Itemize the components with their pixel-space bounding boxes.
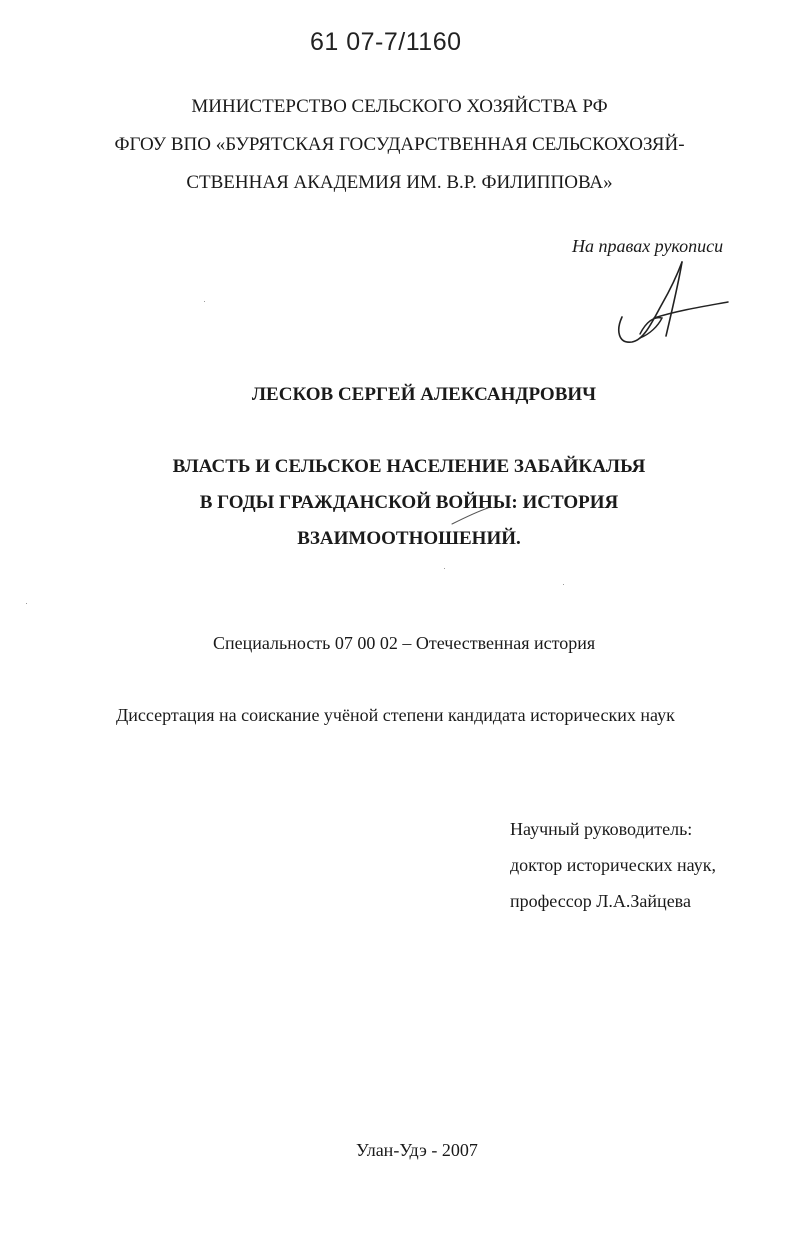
supervisor-label: Научный руководитель: — [510, 819, 693, 839]
institution-line-2: СТВЕННАЯ АКАДЕМИЯ ИМ. В.Р. ФИЛИППОВА» — [186, 172, 613, 193]
signature-icon — [610, 252, 740, 352]
ministry-name: МИНИСТЕРСТВО СЕЛЬСКОГО ХОЗЯЙСТВА РФ — [191, 96, 608, 117]
header-block — [0, 88, 799, 202]
dissertation-statement: Диссертация на соискание учёной степени кандидата исторических наук — [116, 705, 675, 725]
manuscript-rights-note: На правах рукописи — [572, 236, 724, 256]
title-line-2: В ГОДЫ ГРАЖДАНСКОЙ ВОЙНЫ: ИСТОРИЯ — [199, 492, 619, 513]
catalog-number: 61 07-7/1160 — [310, 28, 462, 56]
supervisor-name: профессор Л.А.Зайцева — [510, 891, 691, 911]
institution-line-1: ФГОУ ВПО «БУРЯТСКАЯ ГОСУДАРСТВЕННАЯ СЕЛЬСКОХОЗЯЙ- — [114, 134, 685, 155]
pen-stroke-mark — [450, 506, 490, 526]
dissertation-title — [0, 449, 799, 557]
title-line-1: ВЛАСТЬ И СЕЛЬСКОЕ НАСЕЛЕНИЕ ЗАБАЙКАЛЬЯ — [172, 456, 646, 477]
scan-speck — [204, 301, 205, 302]
author-name: ЛЕСКОВ СЕРГЕЙ АЛЕКСАНДРОВИЧ — [251, 384, 597, 405]
scan-speck — [563, 584, 564, 585]
supervisor-degree: доктор исторических наук, — [510, 855, 716, 875]
specialty-line: Специальность 07 00 02 – Отечественная история — [213, 633, 596, 653]
place-and-year: Улан-Удэ - 2007 — [356, 1140, 478, 1160]
scan-speck — [444, 568, 445, 569]
supervisor-block — [510, 811, 716, 919]
scan-speck — [26, 603, 27, 604]
title-line-3: ВЗАИМООТНОШЕНИЙ. — [297, 528, 521, 549]
